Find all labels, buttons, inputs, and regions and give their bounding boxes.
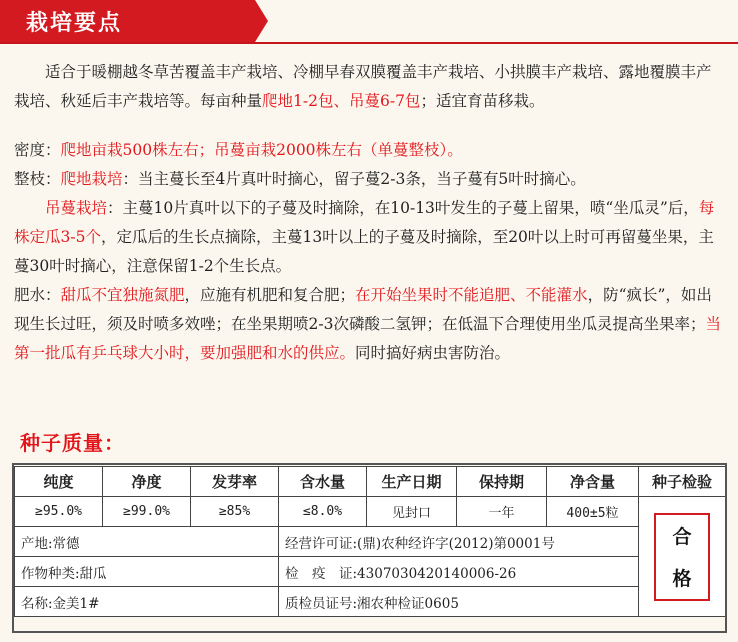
fert-label: 肥水： <box>14 286 61 304</box>
section-title: 栽培要点 <box>26 11 123 36</box>
cultivation-text <box>14 58 726 368</box>
section-header <box>0 0 738 46</box>
stamp-char-1: 合 <box>672 526 692 548</box>
value-net-content: 400±5粒 <box>547 497 639 527</box>
fertilizer-paragraph <box>14 281 726 368</box>
value-germination: ≥85% <box>191 497 279 527</box>
header-production-date: 生产日期 <box>367 467 457 497</box>
fruit-count: 每株定瓜3-5个 <box>14 199 715 246</box>
prune-label: 整枝： <box>14 170 61 188</box>
stamp-char-2: 格 <box>672 568 692 590</box>
info-row-origin <box>15 527 726 557</box>
hang-paragraph <box>14 194 726 281</box>
value-moisture: ≤8.0% <box>279 497 367 527</box>
hang-text-2: ，定瓜后的生长点摘除，主蔓13叶以上的子蔓及时摘除，至20叶以上时可再留蔓坐果，主蔓30叶时摘心，注意保留1-2个生长点。 <box>14 228 714 275</box>
header-divider <box>0 42 738 44</box>
header-germination: 发芽率 <box>191 467 279 497</box>
hang-text: ：主蔓10片真叶以下的子蔓及时摘除，在10-13叶发生的子蔓上留果，喷“坐瓜灵”后， <box>107 199 699 217</box>
header-moisture: 含水量 <box>279 467 367 497</box>
value-shelf-life: 一年 <box>457 497 547 527</box>
intro-text: 适合于暖棚越冬草苦覆盖丰产栽培、冷棚早春双膜覆盖丰产栽培、小拱膜丰产栽培、露地覆膜丰产栽培、秋延后丰产栽培等。每亩种量 <box>14 63 712 110</box>
origin: 产地:常德 <box>15 527 279 557</box>
header-cleanliness: 净度 <box>103 467 191 497</box>
header-shelf-life: 保持期 <box>457 467 547 497</box>
seed-quality-table <box>14 466 726 617</box>
fert-warning-3: 当第一批瓜有乒乓球大小时，要加强肥和水的供应。 <box>14 315 721 362</box>
density-paragraph <box>14 136 726 165</box>
fert-text-3: 同时搞好病虫害防治。 <box>355 344 511 362</box>
info-row-name <box>15 587 726 617</box>
value-production-date: 见封口 <box>367 497 457 527</box>
fert-text-1: ，应施有机肥和复合肥； <box>184 286 356 304</box>
header-seed-inspection: 种子检验 <box>639 467 726 497</box>
quarantine-certificate: 检 疫 证:4307030420140006-26 <box>279 557 639 587</box>
prune-method: 爬地栽培 <box>60 170 123 188</box>
crop-type: 作物种类:甜瓜 <box>15 557 279 587</box>
qualified-stamp <box>654 513 710 601</box>
table-values-row <box>15 497 726 527</box>
info-row-crop <box>15 557 726 587</box>
header-purity: 纯度 <box>15 467 103 497</box>
inspector-certificate: 质检员证号:湘农种检证0605 <box>279 587 639 617</box>
prune-text: ：当主蔓长至4片真叶时摘心，留子蔓2-3条，当子蔓有5叶时摘心。 <box>122 170 586 188</box>
value-cleanliness: ≥99.0% <box>103 497 191 527</box>
header-net-content: 净含量 <box>547 467 639 497</box>
seed-quality-title: 种子质量： <box>20 431 125 455</box>
table-header-row <box>15 467 726 497</box>
fert-warning-1: 甜瓜不宜独施氮肥 <box>60 286 185 304</box>
value-purity: ≥95.0% <box>15 497 103 527</box>
fert-text-2: ，防“疯长”，如出现生长过旺，须及时喷多效唑；在坐果期喷2-3次磷酸二氢钾；在低温下合理使用坐瓜灵提高坐果率； <box>14 286 712 333</box>
fert-warning-2: 在开始坐果时不能追肥、不能灌水 <box>355 286 588 304</box>
variety-name: 名称:金美1# <box>15 587 279 617</box>
density-value: 爬地亩栽500株左右；吊蔓亩栽2000株左右（单蔓整枝）。 <box>60 141 463 159</box>
hang-method: 吊蔓栽培 <box>45 199 108 217</box>
density-label: 密度： <box>14 141 61 159</box>
prune-paragraph <box>14 165 726 194</box>
inspection-stamp-cell <box>639 497 726 617</box>
intro-tail: ；适宜育苗移栽。 <box>420 92 545 110</box>
business-license: 经营许可证:(鼎)农种经许字(2012)第0001号 <box>279 527 639 557</box>
seed-amount: 爬地1-2包、吊蔓6-7包 <box>262 92 421 110</box>
intro-paragraph <box>14 58 726 116</box>
